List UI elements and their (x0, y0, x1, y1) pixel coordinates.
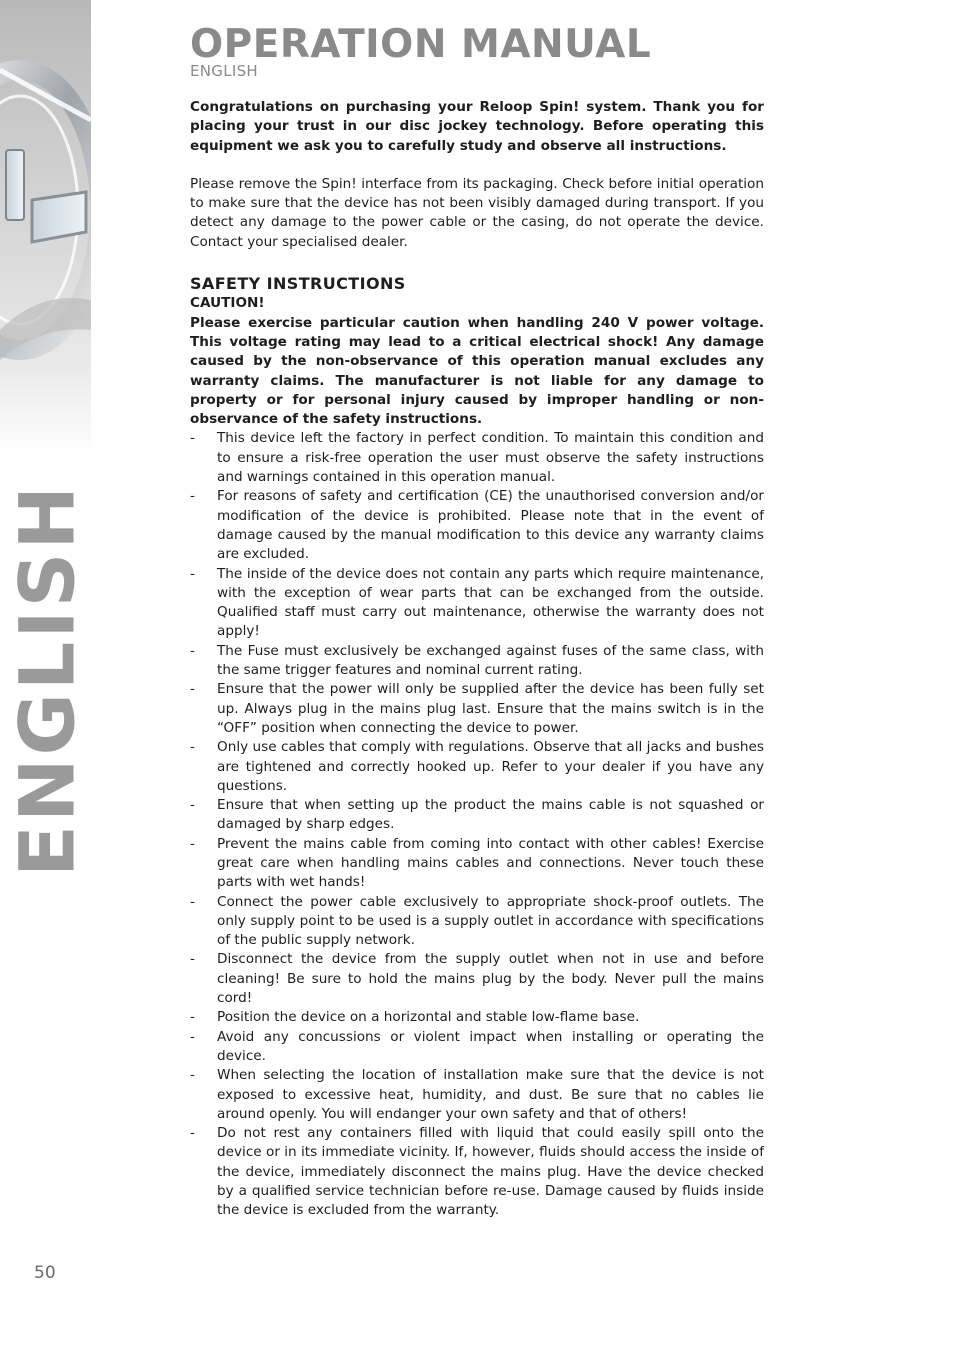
list-bullet: - (190, 488, 195, 505)
list-bullet: - (190, 1125, 195, 1142)
page-title: OPERATION MANUAL (190, 22, 652, 67)
list-bullet: - (190, 797, 195, 814)
list-item (190, 1028, 764, 1067)
list-item (190, 893, 764, 951)
document-body (190, 98, 764, 1221)
list-item-text: This device left the factory in perfect condition. To maintain this condition and to ensure a risk-free operation the user must observe the safety instructions and warnings contained in this operation manual. (217, 430, 764, 486)
page-subtitle: ENGLISH (190, 62, 259, 80)
list-bullet: - (190, 951, 195, 968)
list-item-text: Ensure that when setting up the product the mains cable is not squashed or damaged by sharp edges. (217, 797, 764, 833)
list-item (190, 835, 764, 893)
list-bullet: - (190, 565, 195, 582)
list-item-text: For reasons of safety and certification (CE) the unauthorised conversion and/or modification of the device is prohibited. Please note that in the event of damage caused by the manual modification to this device any warranty claims are excluded. (217, 488, 764, 563)
list-item (190, 796, 764, 835)
safety-instructions-list (190, 429, 764, 1220)
list-item (190, 429, 764, 487)
caution-label: CAUTION! (190, 295, 265, 312)
intro-paragraph: Please remove the Spin! interface from its packaging. Check before initial operation to make sure that the device has not been visibly damaged during transport. If you detect any damage to the power cable or the casing, do not operate the device. Contact your specialised dealer. (190, 175, 764, 250)
list-bullet: - (190, 1009, 195, 1026)
list-item-text: Do not rest any containers filled with liquid that could easily spill onto the device or in its immediate vicinity. If, however, fluids should access the inside of the device, immediately disconnect the mains plug. Have the device checked by a qualified service technician before re-use. Damage caused by fluids inside the device is excluded from the warranty. (217, 1125, 764, 1219)
intro-bold-paragraph: Congratulations on purchasing your Reloop Spin! system. Thank you for placing your trust in our disc jockey technology. Before operating this equipment we ask you to carefully study and observe all instructions. (190, 99, 764, 154)
list-item-text: The inside of the device does not contain any parts which require maintenance, with the exception of wear parts that can be exchanged from the outside. Qualified staff must carry out maintenance, otherwise the warranty does not apply! (217, 565, 764, 640)
side-decorative-graphic (0, 0, 91, 455)
list-item (190, 738, 764, 796)
side-language-label: ENGLISH (2, 483, 92, 877)
list-item-text: The Fuse must exclusively be exchanged against fuses of the same class, with the same trigger features and nominal current rating. (217, 642, 764, 679)
list-item (190, 565, 764, 642)
list-bullet: - (190, 1028, 195, 1045)
list-item (190, 487, 764, 564)
list-item (190, 1066, 764, 1124)
list-bullet: - (190, 642, 195, 659)
list-bullet: - (190, 430, 195, 447)
list-item (190, 642, 764, 681)
list-item-text: When selecting the location of installation make sure that the device is not exposed to excessive heat, humidity, and dust. Be sure that no cables lie around openly. You will endanger your own safety and that of others! (217, 1067, 764, 1122)
list-bullet: - (190, 681, 195, 698)
list-item-text: Ensure that the power will only be supplied after the device has been fully set up. Always plug in the mains plug last. Ensure that the mains switch is in the “OFF” position when connecting the device to power. (217, 681, 764, 736)
page-number: 50 (34, 1263, 56, 1283)
list-item (190, 680, 764, 738)
list-item (190, 1124, 764, 1220)
list-bullet: - (190, 893, 195, 910)
caution-text: Please exercise particular caution when handling 240 V power voltage. This voltage rating may lead to a critical electrical shock! Any damage caused by the non-observance of this operation manual excludes any warranty claims. The manufacturer is not liable for any damage to property or for personal injury caused by improper handling or non-observance of the safety instructions. (190, 314, 764, 428)
list-item-text: Only use cables that comply with regulations. Observe that all jacks and bushes are tightened and correctly hooked up. Refer to your dealer if you have any questions. (217, 739, 764, 794)
list-item (190, 950, 764, 1008)
list-item-text: Disconnect the device from the supply outlet when not in use and before cleaning! Be sure to hold the mains plug by the body. Never pull the mains cord! (217, 951, 764, 1007)
safety-heading: SAFETY INSTRUCTIONS (190, 274, 406, 294)
list-bullet: - (190, 1067, 195, 1084)
list-bullet: - (190, 739, 195, 756)
list-item (190, 1008, 764, 1027)
list-item-text: Connect the power cable exclusively to appropriate shock-proof outlets. The only supply point to be used is a supply outlet in accordance with specifications of the public supply network. (217, 893, 764, 949)
list-bullet: - (190, 835, 195, 852)
decorative-emblem-graphic (0, 0, 91, 455)
list-item-text: Position the device on a horizontal and stable low-flame base. (217, 1009, 640, 1026)
list-item-text: Prevent the mains cable from coming into contact with other cables! Exercise great care when handling mains cables and connections. Never touch these parts with wet hands! (217, 835, 764, 891)
list-item-text: Avoid any concussions or violent impact when installing or operating the device. (217, 1028, 764, 1064)
